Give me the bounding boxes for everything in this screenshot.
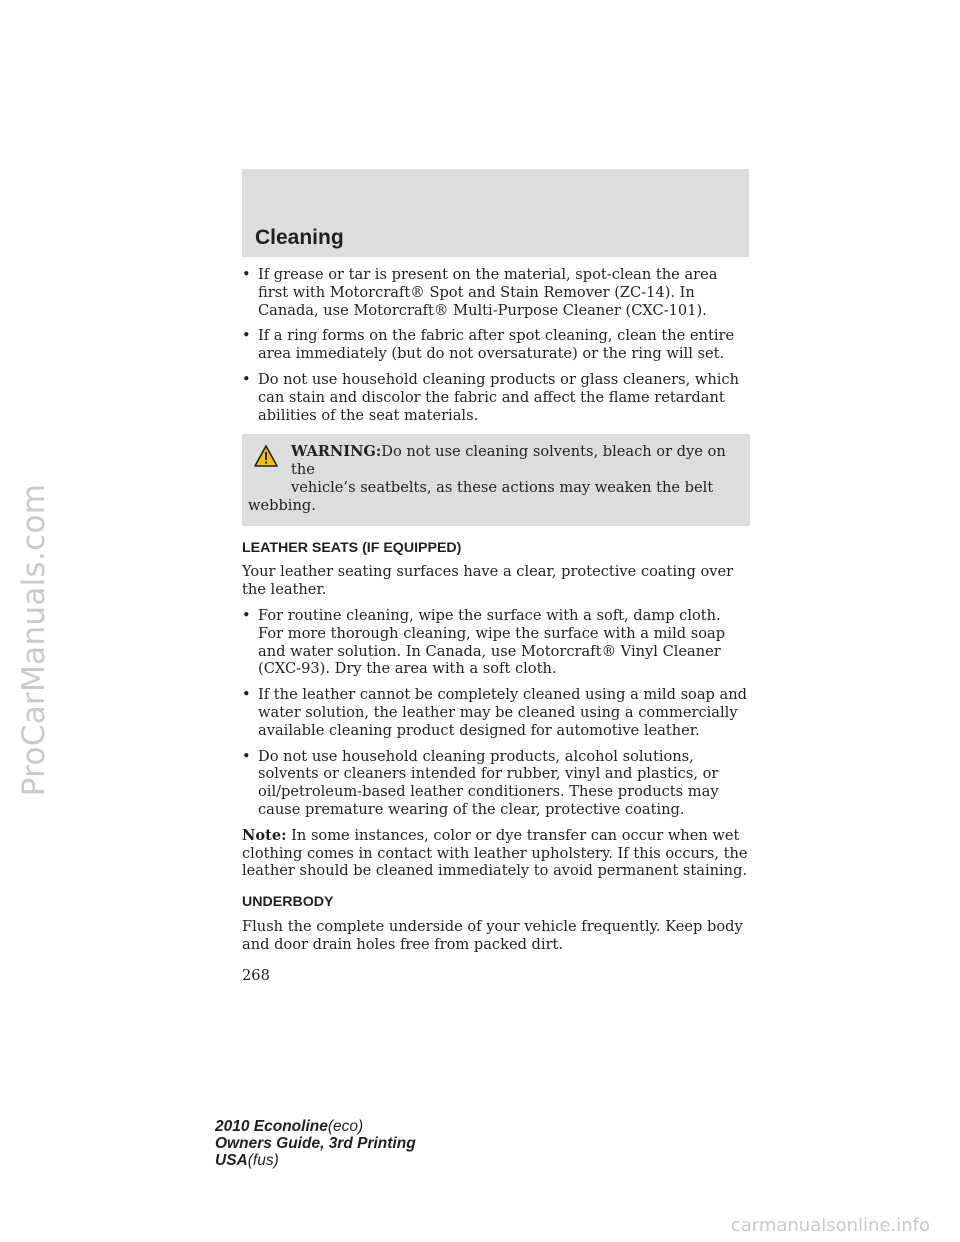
warning-label: WARNING:	[291, 443, 382, 461]
bullet-item	[242, 327, 750, 363]
bullet-dot-icon: •	[242, 370, 251, 388]
bullet-item	[242, 266, 750, 319]
bullet-text: For routine cleaning, wipe the surface with a soft, damp cloth. For more thorough cleaning, wipe the surface with a mild soap and water solution. In Canada, use Motorcraft® Vinyl Cleaner (CXC-93). Dry the area with a soft cloth.	[258, 606, 726, 678]
leather-heading: LEATHER SEATS (IF EQUIPPED)	[242, 539, 462, 556]
page-content	[242, 266, 750, 962]
document-footer	[215, 1118, 416, 1169]
bullet-dot-icon: •	[242, 606, 251, 624]
footer-model: 2010 Econoline	[215, 1118, 328, 1135]
warning-line-1	[248, 443, 742, 479]
underbody-heading: UNDERBODY	[242, 894, 334, 911]
bullet-item	[242, 371, 750, 424]
warning-line-2: vehicle’s seatbelts, as these actions may weaken the belt	[291, 478, 714, 496]
bullet-dot-icon: •	[242, 266, 251, 283]
bullet-dot-icon: •	[242, 747, 251, 765]
leather-intro: Your leather seating surfaces have a clear, protective coating over the leather.	[242, 563, 734, 599]
warning-text-1: Do not use cleaning solvents, bleach or dye on the	[291, 443, 726, 479]
bullet-item	[242, 686, 750, 739]
warning-triangle-icon	[254, 445, 278, 467]
footer-line-3	[215, 1152, 416, 1169]
bullet-item	[242, 607, 750, 678]
footer-line-1	[215, 1118, 416, 1135]
section-header-band	[242, 169, 749, 257]
warning-line-3: webbing.	[248, 496, 316, 514]
section-title: Cleaning	[255, 226, 344, 249]
bullet-text: If grease or tar is present on the material, spot-clean the area first with Motorcraft® Spot and Stain Remover (ZC-14). In Canada, use Motorcraft® Multi-Purpose Cleaner (CXC-101).	[258, 266, 718, 319]
bullet-item	[242, 748, 750, 819]
bullet-text: If a ring forms on the fabric after spot cleaning, clean the entire area immediately (but do not oversaturate) or the ring will set.	[258, 327, 735, 363]
bullet-text: If the leather cannot be completely cleaned using a mild soap and water solution, the leather may be cleaned using a commercially available cleaning product designed for automotive leather.	[258, 686, 747, 739]
note-text: In some instances, color or dye transfer can occur when wet clothing comes in contact with leather upholstery. If this occurs, the leather should be cleaned immediately to avoid permanent staining.	[242, 826, 748, 880]
note-label: Note:	[242, 826, 287, 844]
bullet-text: Do not use household cleaning products or glass cleaners, which can stain and discolor the fabric and affect the flame retardant abilities of the seat materials.	[258, 370, 739, 424]
side-watermark	[4, 280, 64, 1000]
footer-line-2: Owners Guide, 3rd Printing	[215, 1135, 416, 1152]
page-number: 268	[242, 967, 270, 984]
footer-model-code: (eco)	[327, 1118, 364, 1135]
leather-note	[242, 827, 750, 880]
underbody-text: Flush the complete underside of your vehicle frequently. Keep body and door drain holes free from packed dirt.	[242, 917, 743, 953]
warning-box	[242, 434, 750, 525]
footer-region: USA	[215, 1152, 248, 1169]
bottom-watermark: carmanualsonline.info	[730, 1215, 930, 1236]
bullet-dot-icon: •	[242, 327, 251, 345]
footer-region-code: (fus)	[247, 1152, 279, 1169]
side-watermark-text: ProCarManuals.com	[16, 483, 52, 797]
bullet-text: Do not use household cleaning products, alcohol solutions, solvents or cleaners intended for rubber, vinyl and plastics, or oil/petroleum-based leather conditioners. These products may cause premature wearing of the clear, protective coating.	[258, 747, 719, 818]
bullet-dot-icon: •	[242, 686, 251, 704]
